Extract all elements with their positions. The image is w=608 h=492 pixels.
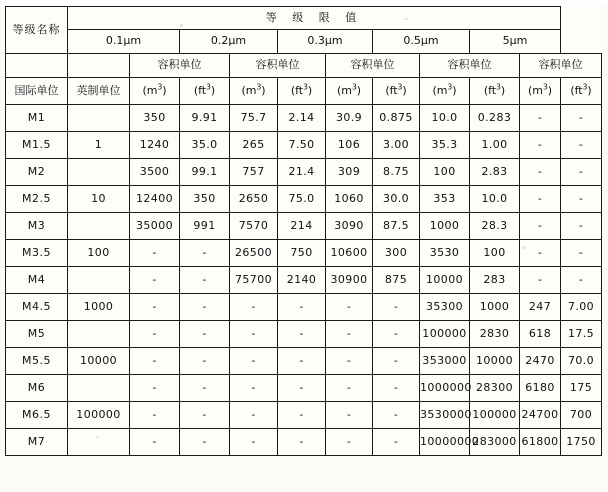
row-value-7: 2.83: [470, 159, 520, 186]
row-value-7: 10000: [470, 348, 520, 375]
header-international-unit-text: 国际单位: [14, 83, 59, 97]
row-value-6: 353000: [420, 348, 470, 375]
row-value-4: 3090: [326, 213, 373, 240]
table-header-unit-row: [6, 78, 602, 105]
row-value-4: -: [326, 402, 373, 429]
row-value-2: 7570: [230, 213, 278, 240]
row-value-7: 283000: [470, 429, 520, 456]
row-value-9: 17.5: [561, 321, 602, 348]
row-value-1: 991: [180, 213, 230, 240]
row-value-9: -: [561, 240, 602, 267]
header-ft3-5um: $(ft^3)$: [561, 78, 602, 105]
header-m3-0-3um: $(m^3)$: [326, 78, 373, 105]
row-value-2: -: [230, 321, 278, 348]
header-ft3-0-1um: $(ft^3)$: [180, 78, 230, 105]
header-size-0-3um: 0.3μm: [278, 30, 373, 54]
row-value-1: 9.91: [180, 105, 230, 132]
row-value-8: -: [520, 240, 561, 267]
row-value-5: 0.875: [373, 105, 420, 132]
row-value-8: -: [520, 159, 561, 186]
row-value-7: 100000: [470, 402, 520, 429]
row-value-0: -: [130, 375, 180, 402]
row-value-2: -: [230, 348, 278, 375]
row-class-name: M3.5: [6, 240, 68, 267]
row-value-8: -: [520, 267, 561, 294]
row-value-3: 75.0: [278, 186, 326, 213]
row-value-2: 75700: [230, 267, 278, 294]
header-size-0-5um: 0.5μm: [373, 30, 470, 54]
header-limit-title: 等 级 限 值: [68, 7, 561, 30]
row-value-3: -: [278, 375, 326, 402]
header-imperial-unit: 英制单位: [68, 78, 130, 105]
row-imperial-unit: [68, 267, 130, 294]
row-value-3: -: [278, 402, 326, 429]
row-value-0: 12400: [130, 186, 180, 213]
row-value-1: -: [180, 375, 230, 402]
row-value-8: -: [520, 105, 561, 132]
row-class-name: M1: [6, 105, 68, 132]
scanned-table-page: [0, 6, 608, 492]
row-imperial-unit: 1: [68, 132, 130, 159]
table-row: [6, 294, 602, 321]
row-value-1: 99.1: [180, 159, 230, 186]
row-value-5: -: [373, 294, 420, 321]
row-value-9: -: [561, 105, 602, 132]
row-value-1: 35.0: [180, 132, 230, 159]
row-value-0: -: [130, 240, 180, 267]
header-ft3-0-2um: $(ft^3)$: [278, 78, 326, 105]
table-row: [6, 267, 602, 294]
row-value-5: -: [373, 348, 420, 375]
row-value-3: 2140: [278, 267, 326, 294]
row-value-8: -: [520, 213, 561, 240]
row-value-5: 300: [373, 240, 420, 267]
table-row: [6, 186, 602, 213]
row-value-4: -: [326, 294, 373, 321]
row-value-6: 10000: [420, 267, 470, 294]
table-header-volumeunit-row: [6, 54, 602, 78]
row-value-5: -: [373, 429, 420, 456]
header-ft3-0-3um: $(ft^3)$: [373, 78, 420, 105]
row-value-4: -: [326, 429, 373, 456]
row-value-3: 214: [278, 213, 326, 240]
row-value-1: -: [180, 321, 230, 348]
row-class-name: M5.5: [6, 348, 68, 375]
header-size-5um: 5μm: [470, 30, 561, 54]
row-value-2: 2650: [230, 186, 278, 213]
header-m3-5um: $(m^3)$: [520, 78, 561, 105]
row-value-4: 309: [326, 159, 373, 186]
row-value-6: 35.3: [420, 132, 470, 159]
row-imperial-unit: [68, 429, 130, 456]
table-row: [6, 429, 602, 456]
row-value-6: 3530000: [420, 402, 470, 429]
table-row: [6, 375, 602, 402]
row-value-8: 6180: [520, 375, 561, 402]
header-ft3-0-5um: $(ft^3)$: [470, 78, 520, 105]
row-value-1: -: [180, 240, 230, 267]
row-value-6: 100000: [420, 321, 470, 348]
row-value-9: -: [561, 213, 602, 240]
row-imperial-unit: 10000: [68, 348, 130, 375]
row-class-name: M4: [6, 267, 68, 294]
row-value-0: -: [130, 348, 180, 375]
row-class-name: M2: [6, 159, 68, 186]
row-value-0: 35000: [130, 213, 180, 240]
row-value-2: 75.7: [230, 105, 278, 132]
row-value-5: 3.00: [373, 132, 420, 159]
row-value-3: 21.4: [278, 159, 326, 186]
row-value-3: -: [278, 348, 326, 375]
row-imperial-unit: [68, 375, 130, 402]
row-value-9: 175: [561, 375, 602, 402]
row-value-0: 1240: [130, 132, 180, 159]
row-value-6: 10000000: [420, 429, 470, 456]
row-value-0: -: [130, 321, 180, 348]
row-imperial-unit: [68, 213, 130, 240]
row-value-1: 350: [180, 186, 230, 213]
row-value-3: -: [278, 321, 326, 348]
row-class-name: M6: [6, 375, 68, 402]
row-value-1: -: [180, 348, 230, 375]
row-value-5: 8.75: [373, 159, 420, 186]
row-value-4: -: [326, 375, 373, 402]
header-volume-unit-0-5um: 容积单位: [420, 54, 520, 78]
row-value-0: -: [130, 267, 180, 294]
row-value-5: -: [373, 375, 420, 402]
row-value-7: 1000: [470, 294, 520, 321]
row-value-8: -: [520, 186, 561, 213]
table-row: [6, 105, 602, 132]
row-value-5: 30.0: [373, 186, 420, 213]
row-value-7: 28300: [470, 375, 520, 402]
row-value-2: -: [230, 294, 278, 321]
row-value-5: 875: [373, 267, 420, 294]
table-header-title-row: [6, 7, 602, 30]
row-value-9: -: [561, 267, 602, 294]
row-value-2: -: [230, 429, 278, 456]
row-value-3: -: [278, 294, 326, 321]
row-value-1: -: [180, 294, 230, 321]
header-volume-unit-0-1um: 容积单位: [130, 54, 230, 78]
row-value-9: -: [561, 132, 602, 159]
row-value-2: -: [230, 375, 278, 402]
row-value-1: -: [180, 402, 230, 429]
row-value-9: -: [561, 159, 602, 186]
row-imperial-unit: 1000: [68, 294, 130, 321]
row-value-8: 247: [520, 294, 561, 321]
row-value-7: 283: [470, 267, 520, 294]
table-header-size-row: [6, 30, 602, 54]
row-imperial-unit: [68, 159, 130, 186]
row-value-3: -: [278, 429, 326, 456]
row-value-6: 1000000: [420, 375, 470, 402]
row-value-7: 2830: [470, 321, 520, 348]
row-value-5: -: [373, 321, 420, 348]
row-class-name: M6.5: [6, 402, 68, 429]
row-value-6: 35300: [420, 294, 470, 321]
header-blank-unit: [68, 54, 130, 78]
row-value-0: -: [130, 294, 180, 321]
row-imperial-unit: 10: [68, 186, 130, 213]
table-row: [6, 402, 602, 429]
header-volume-unit-0-3um: 容积单位: [326, 54, 420, 78]
row-value-1: -: [180, 429, 230, 456]
row-value-8: 618: [520, 321, 561, 348]
row-value-4: -: [326, 348, 373, 375]
row-value-6: 100: [420, 159, 470, 186]
row-value-9: 70.0: [561, 348, 602, 375]
row-class-name: M7: [6, 429, 68, 456]
header-m3-0-1um: $(m^3)$: [130, 78, 180, 105]
row-value-3: 2.14: [278, 105, 326, 132]
row-value-4: 1060: [326, 186, 373, 213]
table-row: [6, 159, 602, 186]
row-value-4: -: [326, 321, 373, 348]
row-value-7: 10.0: [470, 186, 520, 213]
header-m3-0-2um: $(m^3)$: [230, 78, 278, 105]
header-blank-name: [6, 54, 68, 78]
row-value-2: 26500: [230, 240, 278, 267]
row-value-1: -: [180, 267, 230, 294]
row-value-0: 350: [130, 105, 180, 132]
row-value-0: 3500: [130, 159, 180, 186]
table-row: [6, 348, 602, 375]
table-row: [6, 321, 602, 348]
table-row: [6, 240, 602, 267]
header-international-unit: [6, 78, 68, 105]
header-m3-0-5um: $(m^3)$: [420, 78, 470, 105]
row-value-6: 1000: [420, 213, 470, 240]
row-value-4: 30.9: [326, 105, 373, 132]
row-class-name: M5: [6, 321, 68, 348]
row-imperial-unit: [68, 105, 130, 132]
row-value-4: 106: [326, 132, 373, 159]
row-value-5: 87.5: [373, 213, 420, 240]
row-value-5: -: [373, 402, 420, 429]
row-class-name: M3: [6, 213, 68, 240]
header-volume-unit-0-2um: 容积单位: [230, 54, 326, 78]
row-value-8: -: [520, 132, 561, 159]
row-value-2: 265: [230, 132, 278, 159]
row-class-name: M4.5: [6, 294, 68, 321]
row-value-2: 757: [230, 159, 278, 186]
row-value-8: 24700: [520, 402, 561, 429]
table-body: [6, 105, 602, 456]
row-value-7: 0.283: [470, 105, 520, 132]
row-value-3: 750: [278, 240, 326, 267]
table-row: [6, 213, 602, 240]
row-value-8: 61800: [520, 429, 561, 456]
row-value-2: -: [230, 402, 278, 429]
row-value-7: 1.00: [470, 132, 520, 159]
row-value-6: 353: [420, 186, 470, 213]
row-value-9: 1750: [561, 429, 602, 456]
row-value-7: 100: [470, 240, 520, 267]
row-value-6: 3530: [420, 240, 470, 267]
row-value-3: 7.50: [278, 132, 326, 159]
cleanroom-class-limits-table: [5, 6, 602, 456]
row-value-7: 28.3: [470, 213, 520, 240]
row-value-6: 10.0: [420, 105, 470, 132]
row-value-0: -: [130, 402, 180, 429]
header-size-0-2um: 0.2μm: [180, 30, 278, 54]
row-class-name: M2.5: [6, 186, 68, 213]
table-row: [6, 132, 602, 159]
row-value-0: -: [130, 429, 180, 456]
row-value-8: 2470: [520, 348, 561, 375]
row-value-4: 30900: [326, 267, 373, 294]
row-value-9: 700: [561, 402, 602, 429]
row-imperial-unit: [68, 321, 130, 348]
row-imperial-unit: 100: [68, 240, 130, 267]
row-value-9: -: [561, 186, 602, 213]
row-imperial-unit: 100000: [68, 402, 130, 429]
header-volume-unit-5um: 容积单位: [520, 54, 602, 78]
header-class-name: 等级名称: [6, 7, 68, 54]
header-size-0-1um: 0.1μm: [68, 30, 180, 54]
row-class-name: M1.5: [6, 132, 68, 159]
row-value-9: 7.00: [561, 294, 602, 321]
row-value-4: 10600: [326, 240, 373, 267]
